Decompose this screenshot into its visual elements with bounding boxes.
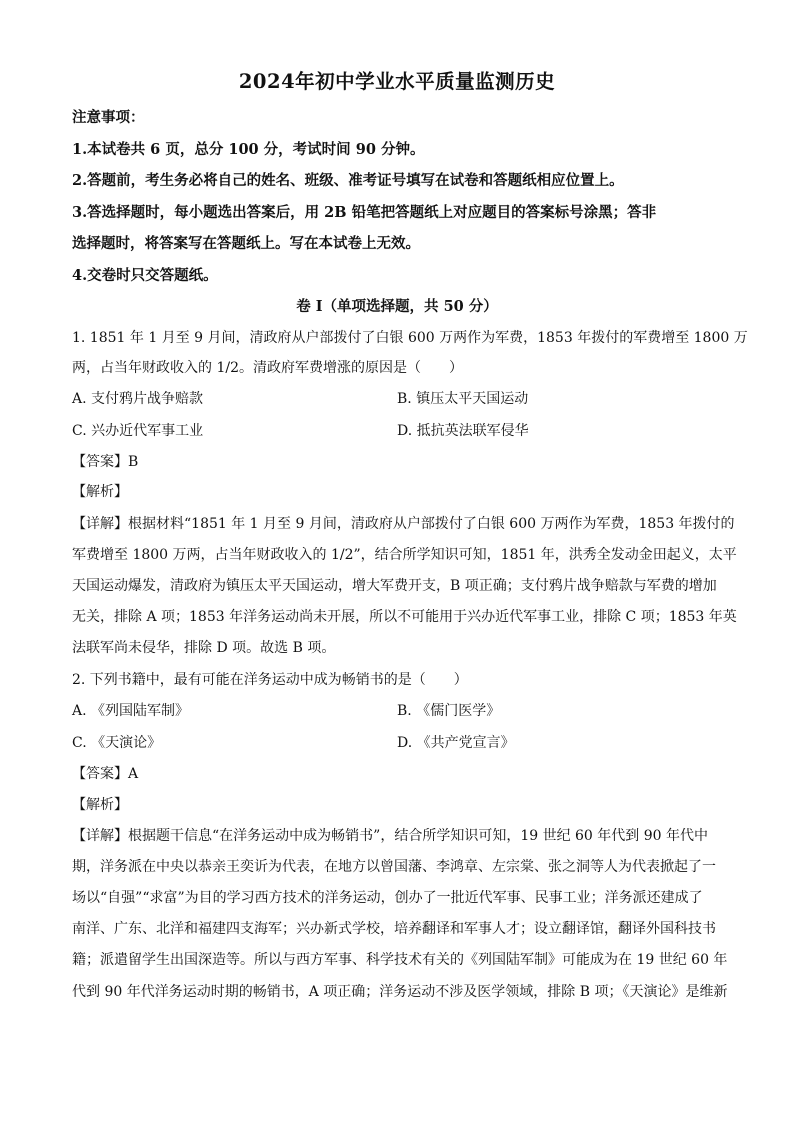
q1-option-a: A. 支付鸦片战争赔款: [72, 391, 204, 407]
q1-option-d: D. 抵抗英法联军侵华: [397, 423, 529, 439]
q1-analysis-label: 【解析】: [72, 484, 128, 500]
q2-detail-line-2: 期，洋务派在中央以恭亲王奕䜣为代表，在地方以曾国藩、李鸿章、左宗棠、张之洞等人为代表掀起了一: [72, 859, 716, 875]
q1-detail-line-5: 法联军尚未侵华，排除 D 项。故选 B 项。: [72, 640, 336, 656]
page-title: 2024年初中学业水平质量监测历史: [238, 70, 556, 93]
notice-item-2: 2.答题前，考生务必将自己的姓名、班级、准考证号填写在试卷和答题纸相应位置上。: [72, 172, 624, 189]
notice-heading: 注意事项：: [72, 109, 145, 126]
q1-stem-line-1: 1. 1851 年 1 月至 9 月间，清政府从户部拨付了白银 600 万两作为军费，1853 年拨付的军费增至 1800 万: [72, 330, 748, 346]
q1-detail-line-4: 无关，排除 A 项；1853 年洋务运动尚未开展，所以不可能用于兴办近代军事工业，排除 C 项；1853 年英: [72, 609, 737, 625]
q1-detail-line-3: 天国运动爆发，清政府为镇压太平天国运动，增大军费开支，B 项正确；支付鸦片战争赔款与军费的增加: [72, 578, 717, 594]
q2-detail-line-6: 代到 90 年代洋务运动时期的畅销书，A 项正确；洋务运动不涉及医学领域，排除 B 项；《天演论》是维新: [72, 984, 728, 1000]
q1-answer: 【答案】B: [72, 454, 139, 470]
q2-option-b: B. 《儒门医学》: [397, 703, 501, 719]
q1-detail-line-1: 【详解】根据材料“1851 年 1 月至 9 月间，清政府从户部拨付了白银 600 万两作为军费，1853 年拨付的: [72, 516, 735, 532]
notice-item-4: 4.交卷时只交答题纸。: [72, 267, 218, 284]
q2-option-d: D. 《共产党宣言》: [397, 735, 515, 751]
q1-stem-line-2: 两，占当年财政收入的 1/2。清政府军费增涨的原因是（ ）: [72, 360, 463, 376]
q2-detail-line-3: 场以“自强”“求富”为目的学习西方技术的洋务运动，创办了一批近代军事、民事工业；洋务派还建成了: [72, 890, 703, 906]
q2-stem: 2. 下列书籍中，最有可能在洋务运动中成为畅销书的是（ ）: [72, 672, 468, 688]
q2-answer: 【答案】A: [72, 766, 139, 782]
q2-detail-line-5: 籍；派遣留学生出国深造等。所以与西方军事、科学技术有关的《列国陆军制》可能成为在 19 世纪 60 年: [72, 952, 728, 968]
q1-option-c: C. 兴办近代军事工业: [72, 423, 204, 439]
q2-detail-line-1: 【详解】根据题干信息“在洋务运动中成为畅销书”，结合所学知识可知，19 世纪 60 年代到 90 年代中: [72, 828, 709, 844]
q2-option-a: A. 《列国陆军制》: [72, 703, 190, 719]
q1-option-b: B. 镇压太平天国运动: [397, 391, 529, 407]
q2-detail-line-4: 南洋、广东、北洋和福建四支海军；兴办新式学校，培养翻译和军事人才；设立翻译馆，翻译外国科技书: [72, 921, 716, 937]
q1-detail-line-2: 军费增至 1800 万两，占当年财政收入的 1/2”，结合所学知识可知，1851 年，洪秀全发动金田起义，太平: [72, 547, 737, 563]
q2-analysis-label: 【解析】: [72, 797, 128, 813]
q2-option-c: C. 《天演论》: [72, 735, 162, 751]
notice-item-3-line-2: 选择题时，将答案写在答题纸上。写在本试卷上无效。: [72, 235, 420, 252]
notice-item-3-line-1: 3.答选择题时，每小题选出答案后，用 2B 铅笔把答题纸上对应题目的答案标号涂黑；答非: [72, 204, 657, 221]
notice-item-1: 1.本试卷共 6 页，总分 100 分，考试时间 90 分钟。: [72, 141, 425, 158]
section-title: 卷 I（单项选择题，共 50 分）: [296, 298, 498, 315]
